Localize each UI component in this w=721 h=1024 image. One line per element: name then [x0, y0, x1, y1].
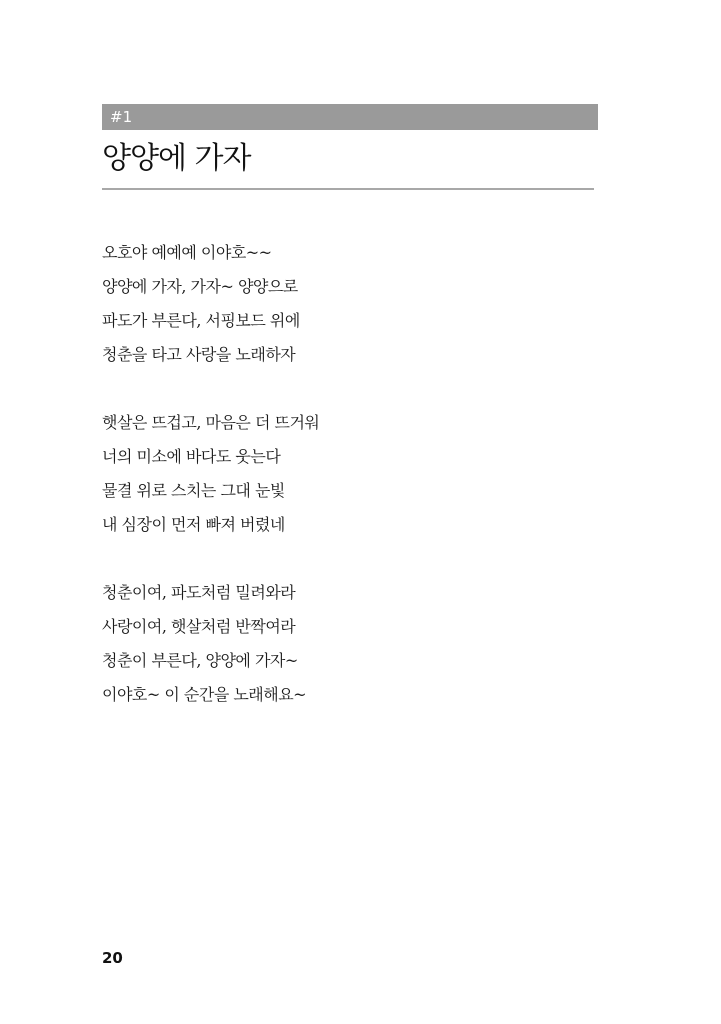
poem-line: 양양에 가자, 가자~ 양양으로	[102, 277, 298, 296]
poem-title: 양양에 가자	[102, 141, 251, 176]
chapter-number: #1	[110, 108, 133, 126]
poem-line: 청춘이여, 파도처럼 밀려와라	[102, 583, 296, 602]
poem-body	[102, 236, 602, 746]
poem-line: 내 심장이 먼저 빠져 버렸네	[102, 515, 285, 534]
poem-line: 물결 위로 스치는 그대 눈빛	[102, 481, 285, 500]
chapter-header-bar	[102, 104, 598, 130]
stanza-3	[102, 576, 602, 712]
page-number: 20	[102, 949, 123, 967]
poem-line: 청춘을 타고 사랑을 노래하자	[102, 345, 296, 364]
poem-line: 파도가 부른다, 서핑보드 위에	[102, 311, 300, 330]
poem-line: 햇살은 뜨겁고, 마음은 더 뜨거워	[102, 413, 320, 432]
poem-line: 너의 미소에 바다도 웃는다	[102, 447, 281, 466]
poem-line: 이야호~ 이 순간을 노래해요~	[102, 685, 307, 704]
poem-line: 사랑이여, 햇살처럼 반짝여라	[102, 617, 296, 636]
stanza-1	[102, 236, 602, 372]
poem-line: 청춘이 부른다, 양양에 가자~	[102, 651, 298, 670]
title-divider	[102, 188, 594, 190]
stanza-2	[102, 406, 602, 542]
poem-line: 오호야 예예예 이야호~~	[102, 243, 272, 262]
